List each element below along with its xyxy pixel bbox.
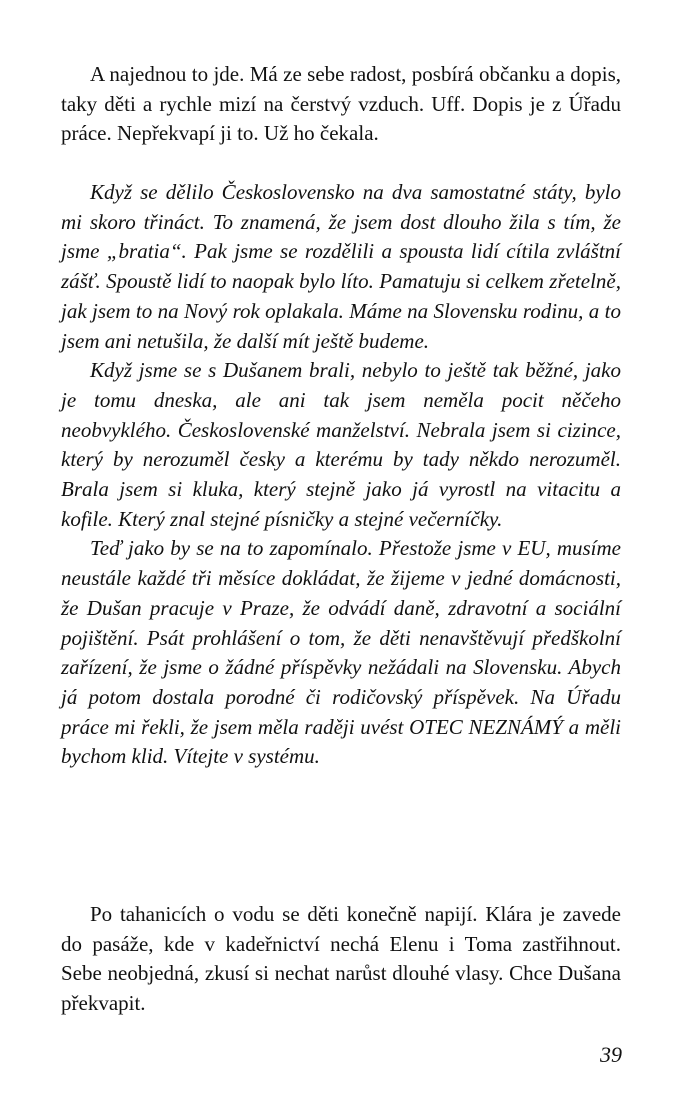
italic-paragraph-3: Teď jako by se na to zapomínalo. Přestože jsme v EU, musíme neustále každé tři měsíce dokládat, že žijeme v jedné domácnosti, že Dušan pracuje v Praze, že odvádí daně, zdravotní a sociální pojištění. Psát prohlášení o tom, že děti nenavštěvují předškolní zařízení, že jsme o žádné příspěvky nežádali na Slovensku. Abych já potom dostala porodné či rodičovský příspěvek. Na Úřadu práce mi řekli, že jsem měla raději uvést OTEC NEZNÁMÝ a měli bychom klid. Vítejte v systému. xyxy=(61,536,621,769)
narrative-section-opening xyxy=(61,60,621,149)
page-number: 39 xyxy=(600,1042,622,1067)
italic-paragraph-2: Když jsme se s Dušanem brali, nebylo to ještě tak běžné, jako je tomu dneska, ale ani tak jsem neměla pocit něčeho neobvyklého. Československé manželství. Nebrala jsem si cizince, který by nerozuměl česky a kterému by tady někdo nerozuměl. Brala jsem si kluka, který stejně jako já vyrostl na vitacitu a kofile. Který znal stejné písničky a stejné večerníčky. xyxy=(61,358,621,531)
paragraph-opening: A najednou to jde. Má ze sebe radost, posbírá občanku a dopis, taky děti a rychle mizí na čerstvý vzduch. Uff. Dopis je z Úřadu práce. Nepřekvapí ji to. Už ho čekala. xyxy=(61,62,621,146)
paragraph-closing: Po tahanicích o vodu se děti konečně napijí. Klára je zavede do pasáže, kde v kadeřnictví nechá Elenu i Toma zastřihnout. Sebe neobjedná, zkusí si nechat narůst dlouhé vlasy. Chce Dušana překvapit. xyxy=(61,902,621,1016)
italic-memoir-section xyxy=(61,178,621,772)
narrative-section-closing xyxy=(61,900,621,1019)
italic-paragraph-1: Když se dělilo Československo na dva samostatné státy, bylo mi skoro třináct. To znamená, že jsem dost dlouho žila s tím, že jsme „bratia“. Pak jsme se rozdělili a spousta lidí cítila zvláštní zášť. Spoustě lidí to naopak bylo líto. Pamatuju si celkem zřetelně, jak jsem to na Nový rok oplakala. Máme na Slovensku rodinu, a to jsem ani netušila, že další mít ještě budeme. xyxy=(61,180,621,353)
